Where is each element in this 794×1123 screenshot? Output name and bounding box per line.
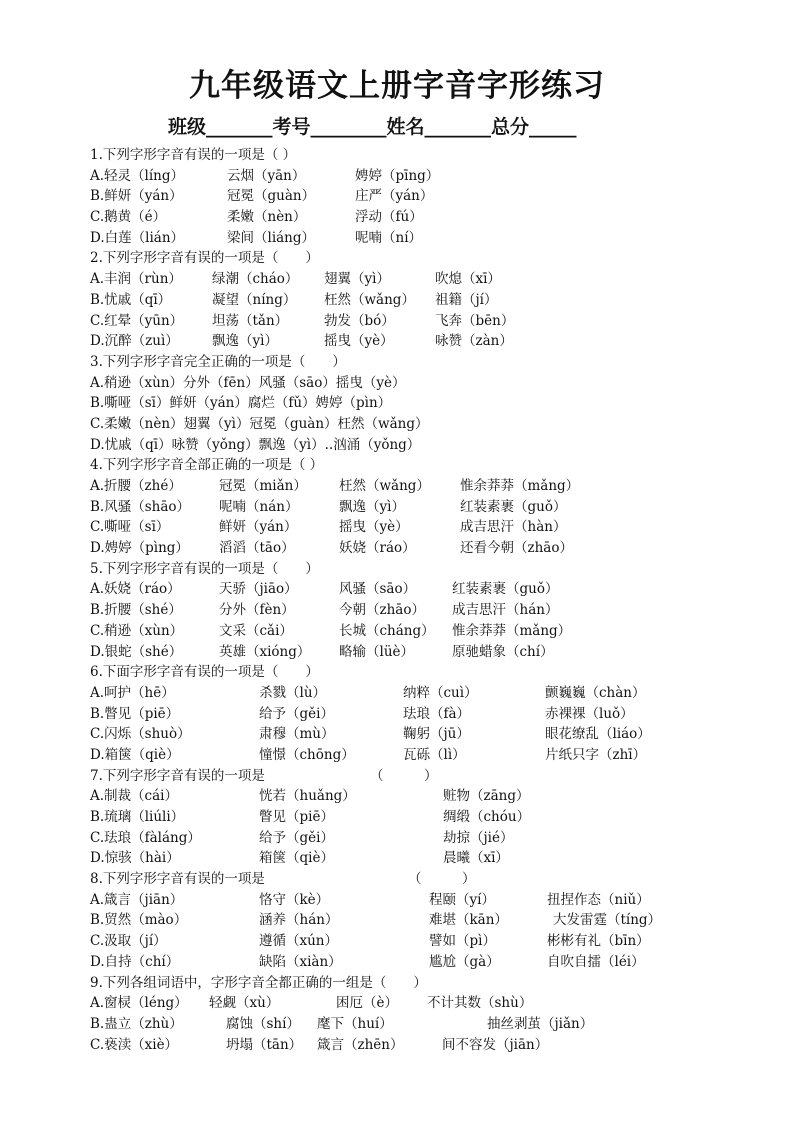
- option-word: 彬彬有礼（bīn）: [547, 933, 650, 950]
- option-word: 颤巍巍（chàn）: [545, 684, 646, 701]
- option-word: 惟余莽莽（mǎng）: [460, 478, 580, 494]
- option-label-word: A.稍逊（xùn）分外（fēn）风骚（sāo）摇曳（yè）: [90, 374, 406, 391]
- option-word: 程颐（yí）: [429, 891, 495, 908]
- option-word: 冠冕（miǎn）: [219, 478, 307, 494]
- question-text: 3.下列字形字音完全正确的一项是（ ）: [90, 353, 346, 370]
- option-label-word: B.蛊立（zhù）: [90, 1015, 183, 1032]
- option-row: [90, 186, 780, 207]
- option-word: 赃物（zāng）: [443, 788, 530, 805]
- option-word: 还看今朝（zhāo）: [460, 540, 573, 557]
- option-label-word: D.娉婷（pìng）: [90, 540, 189, 557]
- option-label-word: C.嘶哑（sī）: [90, 519, 170, 536]
- option-label-word: D.惊骇（hài）: [90, 850, 180, 867]
- option-word: 赤裸裸（luǒ）: [545, 705, 634, 722]
- option-word: 今朝（zhāo）: [339, 602, 425, 619]
- option-word: 箴言（zhēn）: [317, 1036, 404, 1053]
- option-word: 飘逸（yì）: [339, 498, 405, 515]
- option-word: 肃穆（mù）: [259, 726, 335, 743]
- option-label-word: B.忧戚（qī）: [90, 291, 172, 308]
- option-word: 给予（gěi）: [259, 829, 334, 846]
- option-word: 麾下（huí）: [317, 1015, 393, 1032]
- option-word: 呢喃（ní）: [355, 229, 423, 246]
- option-word: 咏赞（zàn）: [435, 333, 513, 350]
- option-word: 成吉思汗（hàn）: [460, 519, 567, 536]
- option-row: [90, 1035, 780, 1056]
- question-text: 5.下列字形字音有误的一项是（ ）: [90, 560, 319, 577]
- option-label-word: A.窗棂（léng）: [90, 995, 188, 1012]
- option-label-word: A.制裁（cái）: [90, 788, 178, 805]
- option-label-word: A.折腰（zhé）: [90, 478, 182, 494]
- option-label-word: D.忧戚（qī）咏赞（yǒng）飘逸（yì）..汹涌（yǒng）: [90, 436, 421, 453]
- student-info-line: 班级_______考号________姓名_______总分_____: [168, 116, 577, 138]
- page-title: 九年级语文上册字音字形练习: [189, 68, 605, 104]
- option-label-word: D.箱箧（qiè）: [90, 746, 180, 763]
- question-stem: [90, 973, 780, 994]
- option-row: [90, 807, 780, 828]
- option-word: 晨曦（xī）: [443, 850, 509, 867]
- option-word: 腐蚀（shí）: [226, 1015, 300, 1032]
- option-word: 分外（fèn）: [219, 602, 295, 619]
- option-row: [90, 517, 780, 538]
- option-word: 自吹自擂（léi）: [547, 953, 645, 970]
- option-word: 杀戮（lù）: [259, 684, 327, 701]
- question-text: 9.下列各组词语中，字形字音全都正确的一组是（ ）: [90, 974, 427, 991]
- question-stem: [90, 352, 780, 373]
- option-row: [90, 393, 780, 414]
- option-word: 片纸只字（zhī）: [545, 746, 647, 763]
- option-row: [90, 435, 780, 456]
- question-text: 7.下列字形字音有误的一项是: [90, 767, 265, 784]
- question-stem: [90, 145, 780, 166]
- question-stem: [90, 766, 780, 787]
- option-label-word: D.自持（chí）: [90, 953, 180, 970]
- option-word: 梁间（liáng）: [227, 229, 316, 246]
- answer-blank: （ ）: [408, 871, 476, 888]
- option-word: 坦荡（tǎn）: [212, 312, 289, 329]
- option-word: 摇曳（yè）: [324, 333, 394, 350]
- option-word: 绿潮（cháo）: [212, 271, 299, 288]
- option-word: 柔嫩（nèn）: [227, 209, 307, 226]
- option-row: [90, 1014, 780, 1035]
- question-text: 8.下列字形字音有误的一项是: [90, 871, 265, 888]
- option-word: 长城（cháng）: [339, 622, 435, 639]
- option-label-word: C.闪烁（shuò）: [90, 726, 191, 743]
- option-word: 凝望（níng）: [212, 291, 297, 308]
- question-list: [90, 145, 780, 1055]
- question-stem: [90, 559, 780, 580]
- question-text: 4.下列字形字音全部正确的一项是（ ）: [90, 457, 324, 474]
- question-stem: [90, 455, 780, 476]
- option-row: [90, 828, 780, 849]
- option-row: [90, 745, 780, 766]
- option-row: [90, 910, 780, 931]
- answer-blank: （ ）: [370, 767, 438, 784]
- option-word: 箱箧（qiè）: [259, 850, 334, 867]
- option-word: 摇曳（yè）: [339, 519, 409, 536]
- option-word: 枉然（wǎng）: [324, 291, 415, 308]
- option-word: 间不容发（jiān）: [442, 1036, 549, 1053]
- option-label-word: A.丰润（rùn）: [90, 271, 182, 288]
- question-stem: [90, 248, 780, 269]
- option-row: [90, 890, 780, 911]
- option-word: 吹熄（xī）: [435, 271, 501, 288]
- option-word: 不计其数（shù）: [427, 995, 533, 1012]
- option-label-word: C.珐琅（fàláng）: [90, 829, 201, 846]
- option-word: 红装素裹（guǒ）: [460, 498, 567, 515]
- option-label-word: D.银蛇（shé）: [90, 643, 183, 660]
- option-row: [90, 538, 780, 559]
- option-row: [90, 207, 780, 228]
- option-word: 鞠躬（jū）: [403, 726, 470, 743]
- option-word: 恪守（kè）: [259, 891, 330, 908]
- option-row: [90, 704, 780, 725]
- option-row: [90, 724, 780, 745]
- option-word: 纳粹（cuì）: [403, 684, 478, 701]
- option-word: 恍若（huǎng）: [259, 788, 356, 805]
- option-row: [90, 228, 780, 249]
- option-label-word: B.琉璃（liúli）: [90, 809, 185, 825]
- option-word: 风骚（sāo）: [339, 581, 417, 598]
- question-text: 6.下面字形字音有误的一项是（ ）: [90, 664, 319, 681]
- option-word: 绸缎（chóu）: [443, 809, 531, 825]
- option-label-word: C.亵渎（xiè）: [90, 1036, 179, 1053]
- option-word: 珐琅（fà）: [403, 705, 471, 722]
- option-word: 缺陷（xiàn）: [259, 953, 342, 970]
- option-word: 飞奔（bēn）: [435, 312, 515, 329]
- option-label-word: B.瞥见（piē）: [90, 705, 180, 722]
- option-word: 祖籍（jí）: [435, 291, 498, 308]
- option-word: 遵循（xún）: [259, 933, 339, 950]
- option-row: [90, 290, 780, 311]
- option-word: 原驰蜡象（chí）: [452, 643, 554, 660]
- option-word: 翅翼（yì）: [324, 271, 390, 288]
- option-label-word: D.沉醉（zuì）: [90, 333, 179, 350]
- option-label-word: B.鲜妍（yán）: [90, 188, 183, 205]
- option-word: 略输（lüè）: [339, 643, 415, 660]
- option-label-word: A.呵护（hē）: [90, 684, 175, 701]
- option-word: 飘逸（yì）: [212, 333, 278, 350]
- option-label-word: C.稍逊（xùn）: [90, 622, 184, 639]
- option-label-word: D.白莲（lián）: [90, 229, 185, 246]
- option-word: 给予（gěi）: [259, 705, 334, 722]
- option-row: [90, 993, 780, 1014]
- option-word: 大发雷霆（tíng）: [553, 912, 662, 929]
- option-row: [90, 497, 780, 518]
- option-word: 天骄（jiāo）: [219, 581, 298, 598]
- option-word: 冠冕（guàn）: [227, 188, 316, 205]
- option-word: 成吉思汗（hán）: [452, 602, 559, 619]
- option-label-word: C.红晕（yūn）: [90, 312, 184, 329]
- option-word: 轻觑（xù）: [209, 995, 280, 1012]
- option-row: [90, 414, 780, 435]
- option-word: 浮动（fú）: [355, 209, 423, 226]
- option-row: [90, 931, 780, 952]
- option-row: [90, 683, 780, 704]
- option-word: 难堪（kān）: [429, 912, 508, 929]
- option-label-word: A.轻灵（líng）: [90, 167, 185, 184]
- option-word: 枉然（wǎng）: [339, 478, 430, 494]
- option-word: 妖娆（ráo）: [339, 540, 416, 557]
- option-row: [90, 331, 780, 352]
- option-word: 尴尬（gà）: [429, 953, 500, 970]
- option-word: 眼花缭乱（liáo）: [545, 726, 651, 743]
- option-word: 英雄（xióng）: [219, 643, 311, 660]
- option-row: [90, 952, 780, 973]
- option-word: 红装素裹（guǒ）: [452, 581, 559, 598]
- question-text: 1.下列字形字音有误的一项是（ ）: [90, 147, 297, 163]
- option-word: 坍塌（tān）: [226, 1036, 303, 1053]
- option-row: [90, 476, 780, 497]
- option-label-word: A.箴言（jiān）: [90, 891, 184, 908]
- option-row: [90, 600, 780, 621]
- option-row: [90, 621, 780, 642]
- option-word: 困厄（è）: [336, 995, 398, 1012]
- option-row: [90, 269, 780, 290]
- option-label-word: C.鹅黄（é）: [90, 209, 167, 226]
- option-word: 滔滔（tāo）: [219, 540, 295, 557]
- question-stem: [90, 869, 780, 890]
- option-word: 涵养（hán）: [259, 912, 339, 929]
- option-word: 惟余莽莽（mǎng）: [452, 622, 572, 639]
- option-word: 娉婷（pīng）: [355, 167, 440, 184]
- option-word: 抽丝剥茧（jiǎn）: [487, 1015, 594, 1032]
- option-label-word: C.柔嫩（nèn）翅翼（yì）冠冕（guàn）枉然（wǎng）: [90, 415, 429, 432]
- option-row: [90, 166, 780, 187]
- option-row: [90, 848, 780, 869]
- option-word: 庄严（yán）: [355, 188, 434, 205]
- option-row: [90, 579, 780, 600]
- option-word: 云烟（yān）: [227, 167, 306, 184]
- option-word: 鲜妍（yán）: [219, 519, 298, 536]
- option-word: 扭捏作态（niǔ）: [547, 891, 650, 908]
- question-text: 2.下列字形字音有误的一项是（ ）: [90, 250, 319, 267]
- question-stem: [90, 662, 780, 683]
- option-word: 瞥见（piē）: [259, 809, 334, 825]
- option-label-word: C.汲取（jí）: [90, 933, 167, 950]
- option-label-word: B.嘶哑（sī）鲜妍（yán）腐烂（fǔ）娉婷（pìn）: [90, 395, 392, 412]
- option-label-word: B.贸然（mào）: [90, 912, 188, 929]
- option-word: 呢喃（nán）: [219, 498, 299, 515]
- option-word: 勃发（bó）: [324, 312, 395, 329]
- option-row: [90, 311, 780, 332]
- option-word: 憧憬（chōng）: [259, 746, 355, 763]
- option-word: 文采（cǎi）: [219, 622, 293, 639]
- option-word: 瓦砾（lì）: [403, 746, 466, 763]
- option-word: 劫掠（jié）: [443, 829, 514, 846]
- option-label-word: B.风骚（shāo）: [90, 498, 191, 515]
- option-label-word: A.妖娆（ráo）: [90, 581, 181, 598]
- option-row: [90, 373, 780, 394]
- option-label-word: B.折腰（shé）: [90, 602, 182, 619]
- option-word: 譬如（pì）: [429, 933, 496, 950]
- option-row: [90, 786, 780, 807]
- option-row: [90, 642, 780, 663]
